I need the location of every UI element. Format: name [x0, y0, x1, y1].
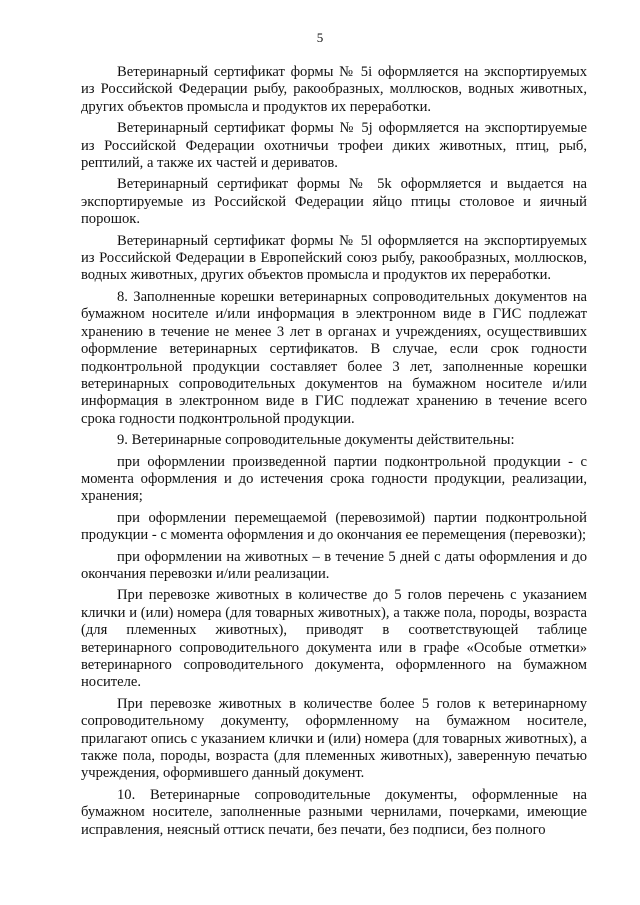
- paragraph-item-8: 8. Заполненные корешки ветеринарных сопроводительных документов на бумажном носителе и/или информация в электронном виде в ГИС подлежат хранению в течение не менее 3 лет в органах и учреждениях, осуществивших оформление ветеринарных сертификатов. В случае, если срок годности подконтрольной продукции составляет более 3 лет, заполненные корешки ветеринарных сопроводительных документов на бумажном носителе и/или информация в электронном виде в ГИС подлежат хранению в течение всего срока годности подконтрольной продукции.: [81, 288, 587, 427]
- paragraph-validity-produced: при оформлении произведенной партии подконтрольной продукции - с момента оформления и до истечения срока годности продукции, реализации, хранения;: [81, 453, 587, 505]
- paragraph-item-9: 9. Ветеринарные сопроводительные документы действительны:: [117, 432, 515, 449]
- paragraph-validity-transported: при оформлении перемещаемой (перевозимой) партии подконтрольной продукции - с момента оформления и до окончания ее перемещения (перевозки);: [81, 509, 587, 544]
- paragraph-cert-5k: Ветеринарный сертификат формы № 5k оформляется и выдается на экспортируемые из Российской Федерации яйцо птицы столовое и яичный порошок.: [81, 176, 587, 228]
- paragraph-cert-5j: Ветеринарный сертификат формы № 5j оформляется на экспортируемые из Российской Федерации охотничьи трофеи диких животных, птиц, рыб, рептилий, а также их частей и дериватов.: [81, 120, 587, 172]
- paragraph-validity-animals: при оформлении на животных – в течение 5 дней с даты оформления и до окончания перевозки и/или реализации.: [81, 548, 587, 582]
- paragraph-cert-5i: Ветеринарный сертификат формы № 5i оформляется на экспортируемых из Российской Федерации рыбу, ракообразных, моллюсков, водных животных, других объектов промысла и продуктов их переработки.: [81, 64, 587, 115]
- paragraph-up-to-5-heads: При перевозке животных в количестве до 5 голов перечень с указанием клички и (или) номера (для товарных животных), а также пола, породы, возраста (для племенных животных), приводят в соответствующей таблице ветеринарного сопроводительного документа или в графе «Особые отметки» ветеринарного сопроводительного документа, оформленного на бумажном носителе.: [81, 587, 587, 691]
- paragraph-item-10: 10. Ветеринарные сопроводительные документы, оформленные на бумажном носителе, заполненные разными чернилами, почерками, имеющие исправления, неясный оттиск печати, без печати, без подписи, без полного: [81, 786, 587, 838]
- paragraph-cert-5l: Ветеринарный сертификат формы № 5l оформляется на экспортируемых из Российской Федерации в Европейский союз рыбу, ракообразных, моллюсков, водных животных, других объектов промысла и продуктов их переработки.: [81, 232, 587, 284]
- paragraph-more-than-5-heads: При перевозке животных в количестве более 5 голов к ветеринарному сопроводительному документу, оформленному на бумажном носителе, прилагают опись с указанием клички и (или) номера (для товарных животных), а также пола, породы, возраста (для племенных животных), заверенную печатью учреждения, оформившего данный документ.: [81, 695, 587, 782]
- page-number: 5: [316, 30, 324, 45]
- document-body: [81, 64, 587, 843]
